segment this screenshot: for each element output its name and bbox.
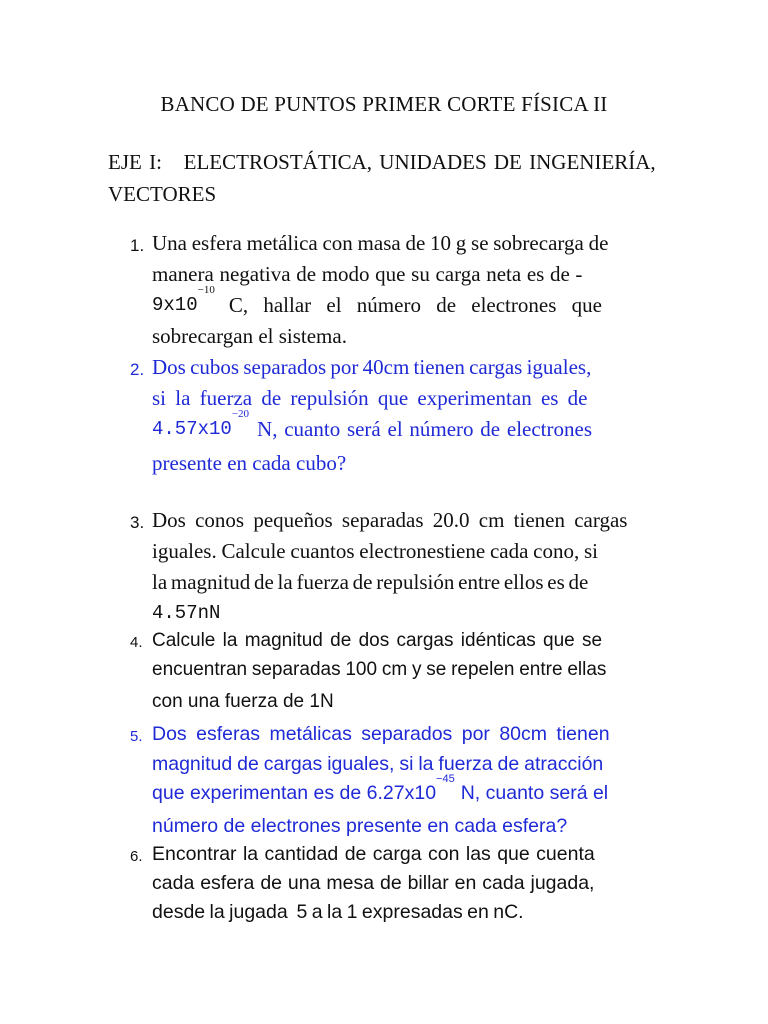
question-line: la magnitud de la fuerza de repulsión entre ellos es de: [152, 570, 589, 594]
question-line: encuentran separadas 100 cm y se repelen entre ellas: [152, 659, 607, 680]
question-line: Una esfera metálica con masa de 10 g se sobrecarga de: [152, 231, 609, 255]
question-line: Dos cubos separados por 40cm tienen cargas iguales,: [152, 355, 592, 379]
question-line: Calcule la magnitud de dos cargas idénticas que se: [152, 630, 603, 651]
question-line: [152, 408, 664, 445]
document-title: BANCO DE PUNTOS PRIMER CORTE FÍSICA II: [160, 92, 608, 116]
question-line: manera negativa de modo que su carga neta es de -: [152, 262, 583, 286]
question-number: 5.: [130, 728, 143, 745]
question-item-5: [130, 720, 664, 841]
value-exponent: −45: [436, 773, 455, 785]
question-line: cada esfera de una mesa de billar en cada jugada,: [152, 872, 595, 894]
value-exponent: −20: [231, 408, 250, 420]
question-line: [152, 284, 664, 321]
question-number: 2.: [130, 360, 145, 379]
question-item-3: [130, 505, 664, 629]
value-base: 9x10: [152, 294, 198, 316]
question-line-text: que experimentan es de 6.27x10: [152, 782, 437, 804]
question-text: [152, 840, 664, 927]
question-line: iguales. Calcule cuantos electronestiene cada cono, si: [152, 539, 598, 563]
question-item-1: [130, 228, 664, 352]
question-line-rest: N, cuanto será el número de electrones: [257, 417, 592, 441]
question-line: número de electrones presente en cada esfera?: [152, 814, 568, 837]
question-line: Encontrar la cantidad de carga con las que cuenta: [152, 843, 595, 865]
question-item-6: [130, 840, 664, 927]
question-text: [152, 352, 664, 479]
question-number: 3.: [130, 513, 145, 532]
question-line-rest: C, hallar el número de electrones que: [228, 293, 602, 317]
question-line: Dos esferas metálicas separados por 80cm tienen: [152, 723, 610, 745]
question-line-rest: N, cuanto será el: [460, 782, 609, 804]
question-line: con una fuerza de 1N: [152, 691, 334, 712]
question-text: [152, 626, 664, 716]
question-item-4: [130, 626, 664, 716]
question-line: si la fuerza de repulsión que experimentan es de: [152, 386, 588, 410]
question-number: 1.: [130, 236, 145, 255]
question-line: presente en cada cubo?: [152, 451, 347, 475]
question-number: 6.: [130, 848, 143, 865]
question-line: magnitud de cargas iguales, si la fuerza de atracción: [152, 752, 604, 775]
question-number: 4.: [130, 634, 143, 651]
question-text: [152, 720, 664, 841]
value-exponent: −10: [197, 284, 215, 296]
section-heading: [108, 146, 663, 210]
question-text: [152, 228, 664, 352]
question-item-2: [130, 352, 664, 479]
value-base: 4.57x10: [152, 418, 232, 440]
question-line: desde la jugada 5 a la 1 expresadas en nC.: [152, 901, 524, 923]
section-heading-line1: EJE I: ELECTROSTÁTICA, UNIDADES DE INGENIERÍA,: [108, 150, 656, 174]
question-line: sobrecargan el sistema.: [152, 324, 347, 348]
question-line: [152, 773, 664, 809]
question-text: [152, 505, 664, 629]
section-heading-line2: VECTORES: [108, 182, 217, 206]
question-line: [152, 505, 664, 536]
question-line: 4.57nN: [152, 602, 221, 624]
question-line-text: Dos conos pequeños separadas 20.0 cm tienen cargas: [152, 508, 628, 532]
